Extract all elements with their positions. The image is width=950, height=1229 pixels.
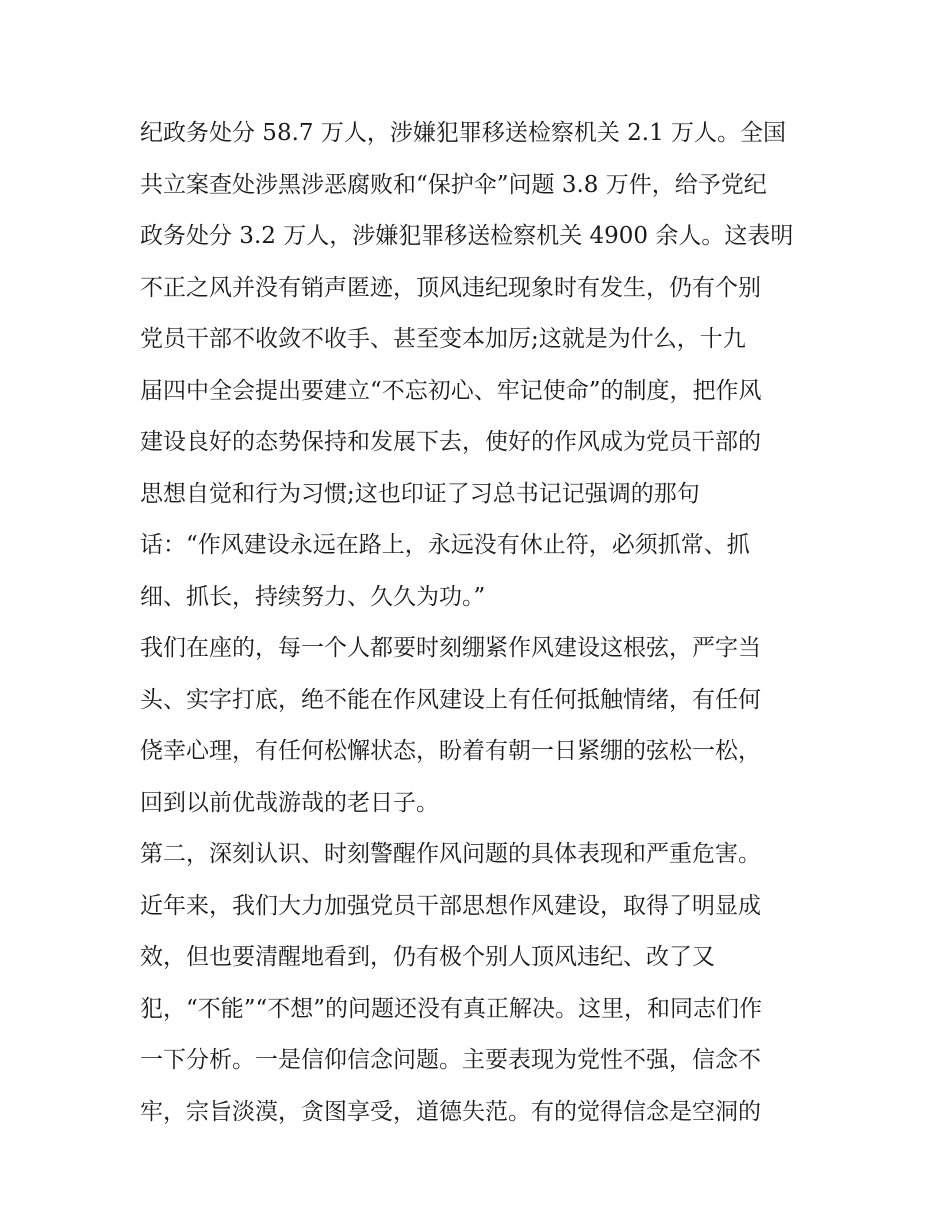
text-line: 建设良好的态势保持和发展下去，使好的作风成为党员干部的 bbox=[140, 429, 761, 455]
text-line: 近年来，我们大力加强党员干部思想作风建设，取得了明显成 bbox=[140, 892, 761, 919]
text-line: 头、实字打底，绝不能在作风建设上有任何抵触情绪，有任何 bbox=[140, 686, 761, 713]
text-line: 犯，“不能”“不想”的问题还没有真正解决。这里，和同志们作 bbox=[140, 995, 763, 1022]
text-line: 纪政务处分 58.7 万人，涉嫌犯罪移送检察机关 2.1 万人。全国 bbox=[140, 120, 787, 146]
text-line: 侥幸心理，有任何松懈状态，盼着有朝一日紧绷的弦松一松， bbox=[140, 738, 761, 764]
text-line: 一下分析。一是信仰信念问题。主要表现为党性不强，信念不 bbox=[140, 1047, 761, 1073]
text-line: 党员干部不收敛不收手、甚至变本加厉;这就是为什么，十九 bbox=[140, 326, 746, 352]
text-line: 我们在座的，每一个人都要时刻绷紧作风建设这根弦，严字当 bbox=[140, 635, 761, 661]
text-line: 政务处分 3.2 万人，涉嫌犯罪移送检察机关 4900 余人。这表明 bbox=[140, 223, 794, 249]
text-line: 共立案查处涉黑涉恶腐败和“保护伞”问题 3.8 万件，给予党纪 bbox=[140, 171, 767, 198]
text-line: 回到以前优哉游哉的老日子。 bbox=[140, 789, 439, 816]
text-line: 第二，深刻认识、时刻警醒作风问题的具体表现和严重危害。 bbox=[140, 841, 761, 867]
text-line: 牢，宗旨淡漠，贪图享受，道德失范。有的觉得信念是空洞的 bbox=[140, 1098, 761, 1125]
text-line: 不正之风并没有销声匿迹，顶风违纪现象时有发生，仍有个别 bbox=[140, 274, 761, 301]
text-line: 细、抓长，持续努力、久久为功。” bbox=[140, 583, 486, 610]
text-line: 话：“作风建设永远在路上，永远没有休止符，必须抓常、抓 bbox=[140, 532, 750, 558]
text-line: 效，但也要清醒地看到，仍有极个别人顶风违纪、改了又 bbox=[140, 944, 715, 970]
text-line: 思想自觉和行为习惯;这也印证了习总书记记强调的那句 bbox=[140, 480, 700, 507]
text-line: 届四中全会提出要建立“不忘初心、牢记使命”的制度，把作风 bbox=[140, 377, 762, 404]
body-text bbox=[140, 108, 820, 1138]
